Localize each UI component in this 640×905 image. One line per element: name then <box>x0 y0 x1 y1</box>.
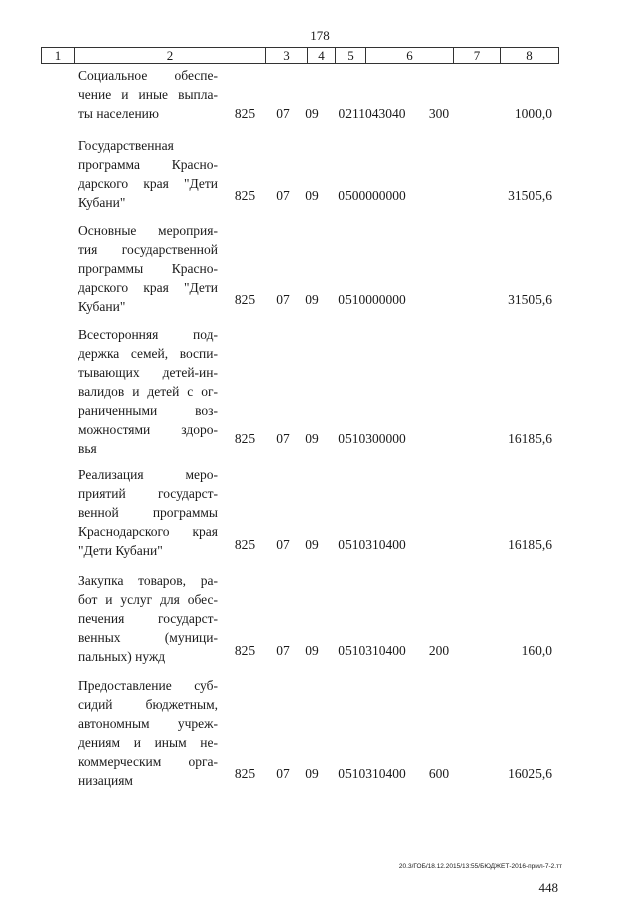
row-name-line: венной программы <box>78 505 218 520</box>
column-header-2: 2 <box>75 48 266 64</box>
row-expense-type: 300 <box>428 106 450 121</box>
row-section-code: 07 <box>276 766 290 781</box>
page-number: 178 <box>310 28 330 43</box>
row-amount: 16185,6 <box>508 537 552 552</box>
row-admin-code: 825 <box>234 431 256 446</box>
row-name-line: Всесторонняя под- <box>78 327 218 342</box>
row-subsection-code: 09 <box>305 292 319 307</box>
row-admin-code: 825 <box>234 766 256 781</box>
row-section-code: 07 <box>276 643 290 658</box>
row-name-line: чение и иные выпла- <box>78 87 218 102</box>
row-name-line: низациям <box>78 773 133 788</box>
row-amount: 31505,6 <box>508 188 552 203</box>
row-name-line: валидов и детей с ог- <box>78 384 218 399</box>
row-name-line: программы Красно- <box>78 261 218 276</box>
row-section-code: 07 <box>276 188 290 203</box>
row-name-line: держка семей, воспи- <box>78 346 218 361</box>
row-admin-code: 825 <box>234 188 256 203</box>
row-target-code: 0510000000 <box>338 292 406 307</box>
row-name-line: бот и услуг для обес- <box>78 592 218 607</box>
row-target-code: 0211043040 <box>338 106 406 121</box>
row-name-line: Кубани" <box>78 299 126 314</box>
row-name-line: можностями здоро- <box>78 422 218 437</box>
row-name-line: дарского края "Дети <box>78 280 218 295</box>
row-name-line: Реализация меро- <box>78 467 218 482</box>
row-amount: 16185,6 <box>508 431 552 446</box>
footer-page-number: 448 <box>538 880 558 895</box>
column-header-table <box>41 47 559 64</box>
row-subsection-code: 09 <box>305 766 319 781</box>
row-name-line: приятий государст- <box>78 486 218 501</box>
row-name-line: тывающих детей-ин- <box>78 365 218 380</box>
row-target-code: 0510310400 <box>338 643 406 658</box>
column-header-5: 5 <box>336 48 366 64</box>
row-name-line: вья <box>78 441 97 456</box>
footer-file-stamp: 20.3/ГОБ/18.12.2015/13:55/БЮДЖЕТ-2016-прил-7-2.тт <box>398 863 562 870</box>
row-name-line: Государственная <box>78 138 174 153</box>
row-section-code: 07 <box>276 292 290 307</box>
row-amount: 160,0 <box>521 643 552 658</box>
row-expense-type: 600 <box>428 766 450 781</box>
row-admin-code: 825 <box>234 537 256 552</box>
row-name <box>78 66 218 123</box>
row-name-line: тия государственной <box>78 242 218 257</box>
column-header-7: 7 <box>454 48 501 64</box>
row-name-line: коммерческим орга- <box>78 754 218 769</box>
row-name-line: дениям и иным не- <box>78 735 218 750</box>
row-name <box>78 136 218 212</box>
row-name-line: Кубани" <box>78 195 126 210</box>
row-subsection-code: 09 <box>305 537 319 552</box>
row-target-code: 0500000000 <box>338 188 406 203</box>
row-name-line: Закупка товаров, ра- <box>78 573 218 588</box>
row-name <box>78 571 218 666</box>
row-target-code: 0510300000 <box>338 431 406 446</box>
row-subsection-code: 09 <box>305 643 319 658</box>
row-subsection-code: 09 <box>305 106 319 121</box>
row-name-line: пальных) нужд <box>78 649 166 664</box>
row-name-line: венных (муници- <box>78 630 218 645</box>
column-header-8: 8 <box>501 48 559 64</box>
row-section-code: 07 <box>276 431 290 446</box>
row-amount: 16025,6 <box>508 766 552 781</box>
row-name <box>78 465 218 560</box>
row-section-code: 07 <box>276 106 290 121</box>
row-admin-code: 825 <box>234 106 256 121</box>
row-admin-code: 825 <box>234 292 256 307</box>
row-name <box>78 221 218 316</box>
row-name-line: ты населению <box>78 106 159 121</box>
column-header-row <box>42 48 559 64</box>
row-name-line: программа Красно- <box>78 157 218 172</box>
row-name <box>78 325 218 458</box>
row-name-line: Предоставление суб- <box>78 678 218 693</box>
column-header-6: 6 <box>366 48 454 64</box>
row-subsection-code: 09 <box>305 188 319 203</box>
row-subsection-code: 09 <box>305 431 319 446</box>
column-header-3: 3 <box>266 48 308 64</box>
row-section-code: 07 <box>276 537 290 552</box>
row-name-line: дарского края "Дети <box>78 176 218 191</box>
row-name-line: печения государст- <box>78 611 218 626</box>
row-expense-type: 200 <box>428 643 450 658</box>
row-name-line: раниченными воз- <box>78 403 218 418</box>
row-amount: 1000,0 <box>514 106 552 121</box>
row-admin-code: 825 <box>234 643 256 658</box>
row-name-line: сидий бюджетным, <box>78 697 218 712</box>
column-header-4: 4 <box>308 48 336 64</box>
column-header-1: 1 <box>42 48 75 64</box>
row-name-line: Краснодарского края <box>78 524 218 539</box>
row-target-code: 0510310400 <box>338 766 406 781</box>
row-target-code: 0510310400 <box>338 537 406 552</box>
row-name-line: Основные мероприя- <box>78 223 218 238</box>
row-name-line: автономным учреж- <box>78 716 218 731</box>
row-amount: 31505,6 <box>508 292 552 307</box>
row-name-line: "Дети Кубани" <box>78 543 163 558</box>
row-name <box>78 676 218 790</box>
row-name-line: Социальное обеспе- <box>78 68 218 83</box>
